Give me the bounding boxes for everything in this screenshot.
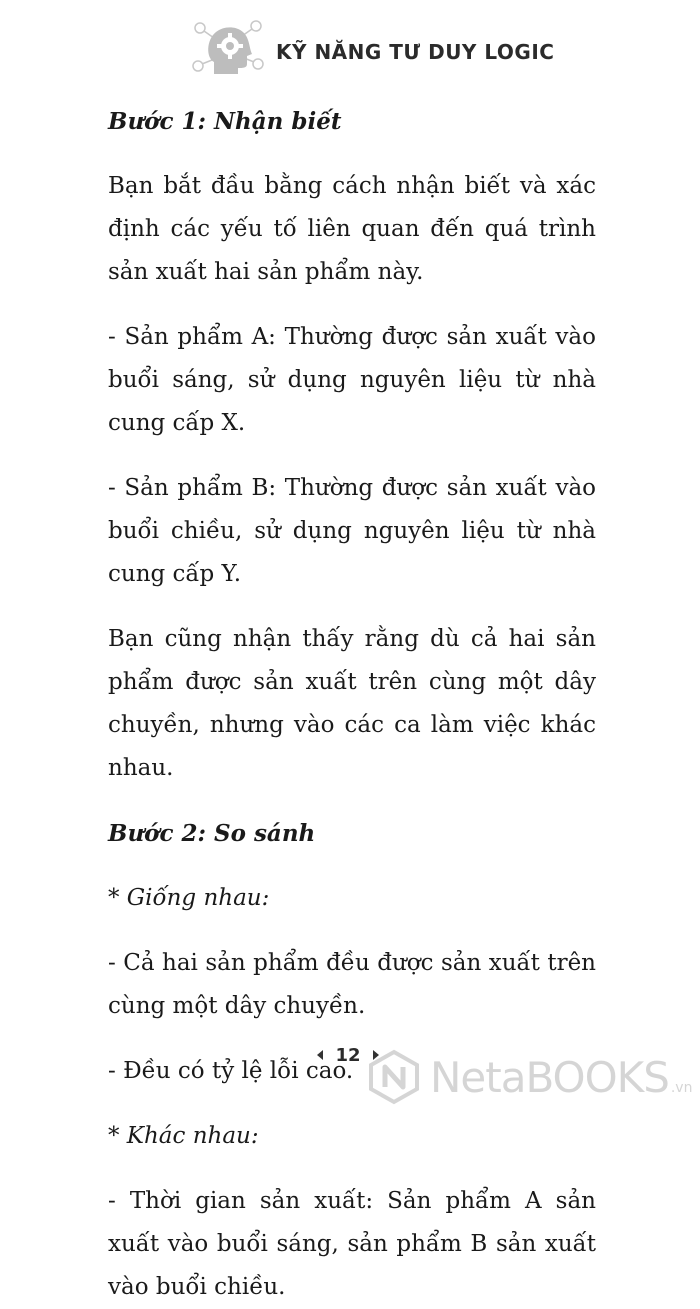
paragraph: - Cả hai sản phẩm đều được sản xuất trên cùng một dây chuyền.	[108, 950, 596, 1019]
subheading: * Giống nhau:	[108, 885, 270, 911]
paragraph: - Sản phẩm A: Thường được sản xuất vào buổi sáng, sử dụng nguyên liệu từ nhà cung cấp X.	[108, 324, 596, 436]
page-number: 12	[335, 1044, 361, 1066]
watermark-text: NetaBOOKS .vn	[430, 1052, 693, 1102]
paragraph: Bạn cũng nhận thấy rằng dù cả hai sản phẩm được sản xuất trên cùng một dây chuyền, nhưng vào các ca làm việc khác nhau.	[108, 626, 596, 781]
page-header	[0, 0, 700, 100]
step1-heading: Bước 1: Nhận biết	[108, 108, 342, 135]
book-title: KỸ NĂNG TƯ DUY LOGIC	[276, 40, 555, 64]
netabooks-logo-icon	[366, 1049, 422, 1105]
head-gears-icon	[190, 14, 266, 86]
paragraph: - Thời gian sản xuất: Sản phẩm A sản xuất vào buổi sáng, sản phẩm B sản xuất vào buổi chiều.	[108, 1188, 596, 1300]
page-content	[108, 100, 596, 1309]
page-footer	[0, 1030, 700, 1119]
watermark	[366, 1042, 700, 1112]
left-arrow-icon	[317, 1050, 323, 1060]
paragraph: Bạn bắt đầu bằng cách nhận biết và xác định các yếu tố liên quan đến quá trình sản xuất hai sản phẩm này.	[108, 173, 596, 285]
subheading: * Khác nhau:	[108, 1123, 259, 1149]
paragraph: - Đều có tỷ lệ lỗi cao.	[108, 1058, 354, 1084]
step2-heading: Bước 2: So sánh	[108, 820, 316, 847]
paragraph: - Sản phẩm B: Thường được sản xuất vào buổi chiều, sử dụng nguyên liệu từ nhà cung cấp Y.	[108, 475, 596, 587]
